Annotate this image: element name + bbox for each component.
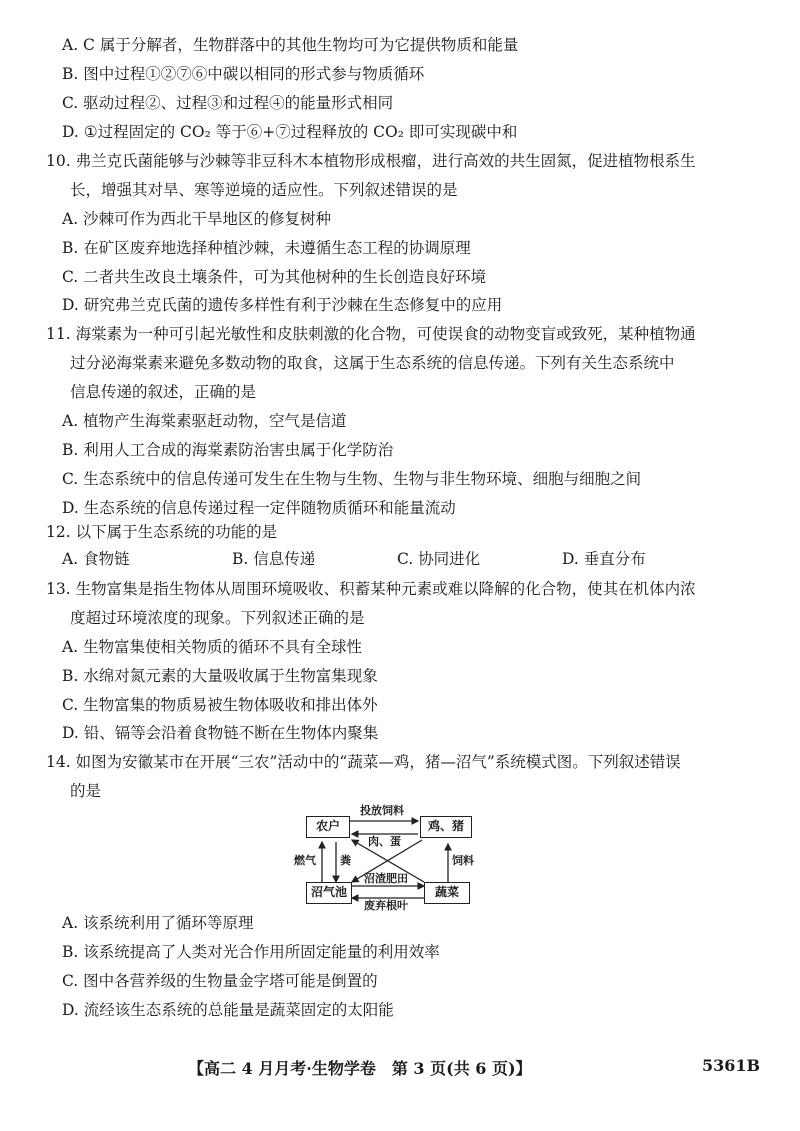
system-diagram [294,804,490,912]
node-chicken-pig: 鸡、猪 [420,816,472,838]
q14-option-a: A. 该系统利用了循环等原理 [62,914,254,932]
q14-stem-2: 的是 [70,782,102,800]
q10-option-c: C. 二者共生改良土壤条件，可为其他树种的生长创造良好环境 [62,268,487,286]
label-fuel: 燃气 [294,854,316,867]
q11-option-b: B. 利用人工合成的海棠素防治害虫属于化学防治 [62,441,394,459]
label-meat-egg: 肉、蛋 [368,835,401,848]
q12-option-c: C. 协同进化 [397,550,481,568]
q14-stem-1: 14. 如图为安徽某市在开展“三农”活动中的“蔬菜—鸡，猪—沼气”系统模式图。下列叙述错误 [46,753,681,771]
label-feed: 饲料 [452,854,474,867]
paper-code: 5361B [702,1056,761,1075]
node-farmer: 农户 [306,816,350,838]
q11-option-d: D. 生态系统的信息传递过程一定伴随物质循环和能量流动 [62,499,456,517]
label-manure: 粪 [340,854,351,867]
q9-option-b: B. 图中过程①②⑦⑥中碳以相同的形式参与物质循环 [62,65,425,83]
q13-option-d: D. 铅、镉等会沿着食物链不断在生物体内聚集 [62,724,379,742]
q12-option-b: B. 信息传递 [232,550,316,568]
q10-option-a: A. 沙棘可作为西北干旱地区的修复树种 [62,210,332,228]
label-residue: 沼渣肥田 [364,872,408,885]
q11-option-c: C. 生态系统中的信息传递可发生在生物与生物、生物与非生物环境、细胞与细胞之间 [62,470,642,488]
q11-option-a: A. 植物产生海棠素驱赶动物，空气是信道 [62,412,347,430]
q11-stem-2: 过分泌海棠素来避免多数动物的取食，这属于生态系统的信息传递。下列有关生态系统中 [70,354,675,372]
q14-option-d: D. 流经该生态系统的总能量是蔬菜固定的太阳能 [62,1001,394,1019]
label-waste: 废弃根叶 [364,899,408,912]
q9-option-a: A. C 属于分解者，生物群落中的其他生物均可为它提供物质和能量 [62,36,519,54]
label-feed-out: 投放饲料 [360,804,404,817]
q13-option-c: C. 生物富集的物质易被生物体吸收和排出体外 [62,696,378,714]
q12-stem: 12. 以下属于生态系统的功能的是 [46,523,278,541]
q14-option-c: C. 图中各营养级的生物量金字塔可能是倒置的 [62,972,378,990]
q10-stem-2: 长，增强其对旱、寒等逆境的适应性。下列叙述错误的是 [70,181,458,199]
q11-stem-1: 11. 海棠素为一种可引起光敏性和皮肤刺激的化合物，可使误食的动物变盲或致死，某种植物通 [46,325,696,343]
q13-option-b: B. 水绵对氮元素的大量吸收属于生物富集现象 [62,667,378,685]
q11-stem-3: 信息传递的叙述，正确的是 [70,383,257,401]
q9-option-c: C. 驱动过程②、过程③和过程④的能量形式相同 [62,94,394,112]
q14-option-b: B. 该系统提高了人类对光合作用所固定能量的利用效率 [62,943,440,961]
q13-stem-1: 13. 生物富集是指生物体从周围环境吸收、积蓄某种元素或难以降解的化合物，使其在机体内浓 [46,580,696,598]
q10-stem-1: 10. 弗兰克氏菌能够与沙棘等非豆科木本植物形成根瘤，进行高效的共生固氮，促进植物根系生 [46,152,696,170]
node-vegetable: 蔬菜 [424,882,470,904]
q13-stem-2: 度超过环境浓度的现象。下列叙述正确的是 [70,609,365,627]
q12-option-d: D. 垂直分布 [562,550,646,568]
q10-option-d: D. 研究弗兰克氏菌的遗传多样性有利于沙棘在生态修复中的应用 [62,296,503,314]
page-footer: 【高二 4 月月考·生物学卷 第 3 页(共 6 页)】 [188,1059,532,1078]
node-biogas: 沼气池 [306,882,352,904]
q9-option-d: D. ①过程固定的 CO₂ 等于⑥+⑦过程释放的 CO₂ 即可实现碳中和 [62,123,518,141]
q10-option-b: B. 在矿区废弃地选择种植沙棘，未遵循生态工程的协调原理 [62,239,471,257]
q12-option-a: A. 食物链 [62,550,130,568]
q13-option-a: A. 生物富集使相关物质的循环不具有全球性 [62,638,363,656]
